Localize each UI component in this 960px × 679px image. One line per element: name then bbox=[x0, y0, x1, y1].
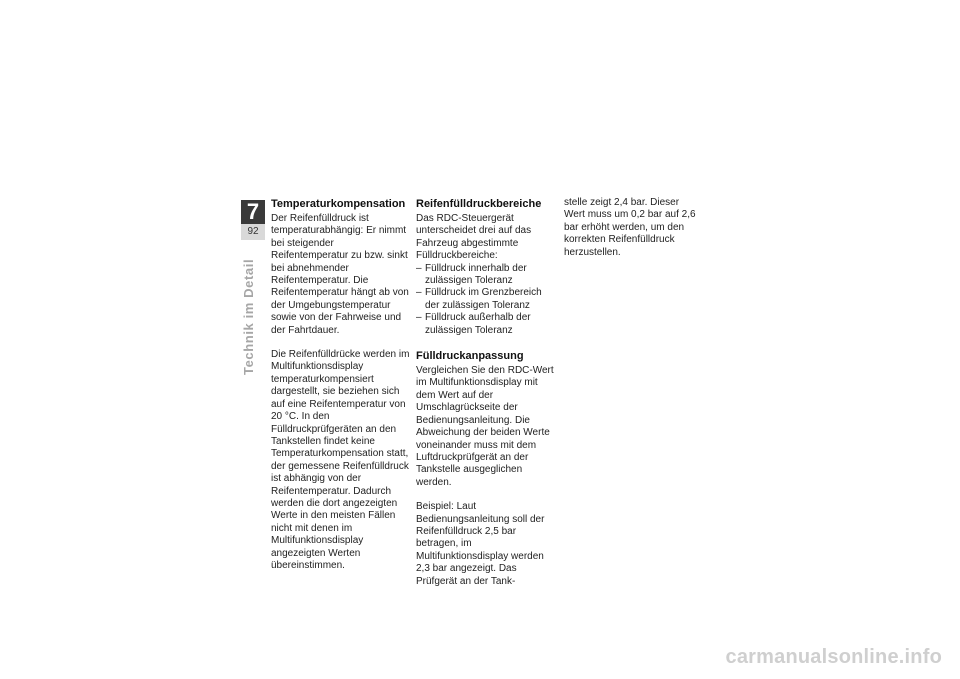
list-item: – Fülldruck innerhalb der zulässigen Toleranz bbox=[416, 263, 558, 288]
chapter-number: 7 bbox=[241, 200, 265, 224]
column-1 bbox=[271, 197, 411, 584]
paragraph: Das RDC-Steuergerät unterscheidet drei auf das Fahrzeug abgestimmte Fülldruckbereiche: bbox=[416, 213, 532, 262]
paragraph-continued: stelle zeigt 2,4 bar. Dieser Wert muss um 0,2 bar auf 2,6 bar erhöht werden, um den korrekten Reifenfülldruck herzustellen. bbox=[564, 197, 696, 258]
paragraph: Beispiel: Laut Bedienungsanleitung soll der Reifenfülldruck 2,5 bar betragen, im Multifunktionsdisplay werden 2,3 bar angezeigt. Das Prüfgerät an der Tank- bbox=[416, 501, 545, 587]
side-title-text: Technik im Detail bbox=[241, 258, 256, 375]
column-3 bbox=[564, 197, 696, 271]
page-number: 92 bbox=[247, 226, 259, 237]
watermark: carmanualsonline.info bbox=[725, 646, 942, 668]
heading-temperaturkompensation: Temperaturkompensation bbox=[271, 198, 406, 210]
column-2 bbox=[416, 197, 558, 600]
paragraph: Die Reifenfülldrücke werden im Multifunktionsdisplay temperaturkompensiert dargestellt, sie beziehen sich auf eine Reifentemperatur von 20 °C. In den Fülldruckprüfgeräten an den Tankstellen findet keine Temperaturkompensation statt, der gemessene Reifenfülldruck ist abhängig von der Reifentemperatur. Dadurch werden die dort angezeigten Werte in den meisten Fällen nicht mit denen im Multifunktionsdisplay angezeigten Werten übereinstimmen. bbox=[271, 349, 410, 571]
paragraph: Vergleichen Sie den RDC-Wert im Multifunktionsdisplay mit dem Wert auf der Umschlagrückseite der Bedienungsanleitung. Die Abweichung der beiden Werte voneinander muss mit dem Luftdruckprüfgerät an der Tankstelle ausgeglichen werden. bbox=[416, 365, 554, 488]
heading-fuelldruckanpassung: Fülldruckanpassung bbox=[416, 350, 524, 363]
chapter-marker bbox=[241, 200, 265, 240]
heading-reifenfuelldruckbereiche: Reifenfülldruckbereiche bbox=[416, 198, 542, 210]
pressure-range-list bbox=[416, 263, 558, 337]
list-item: – Fülldruck im Grenzbereich der zulässigen Toleranz bbox=[416, 287, 558, 312]
paragraph: Der Reifenfülldruck ist temperaturabhängig: Er nimmt bei steigender Reifentemperatur zu bzw. sinkt bei abnehmender Reifentemperatur. Die Reifentemperatur hängt ab von der Umgebungstemperatur sowie von der Fahrweise und der Fahrtdauer. bbox=[271, 213, 409, 336]
list-item: – Fülldruck außerhalb der zulässigen Toleranz bbox=[416, 312, 558, 337]
